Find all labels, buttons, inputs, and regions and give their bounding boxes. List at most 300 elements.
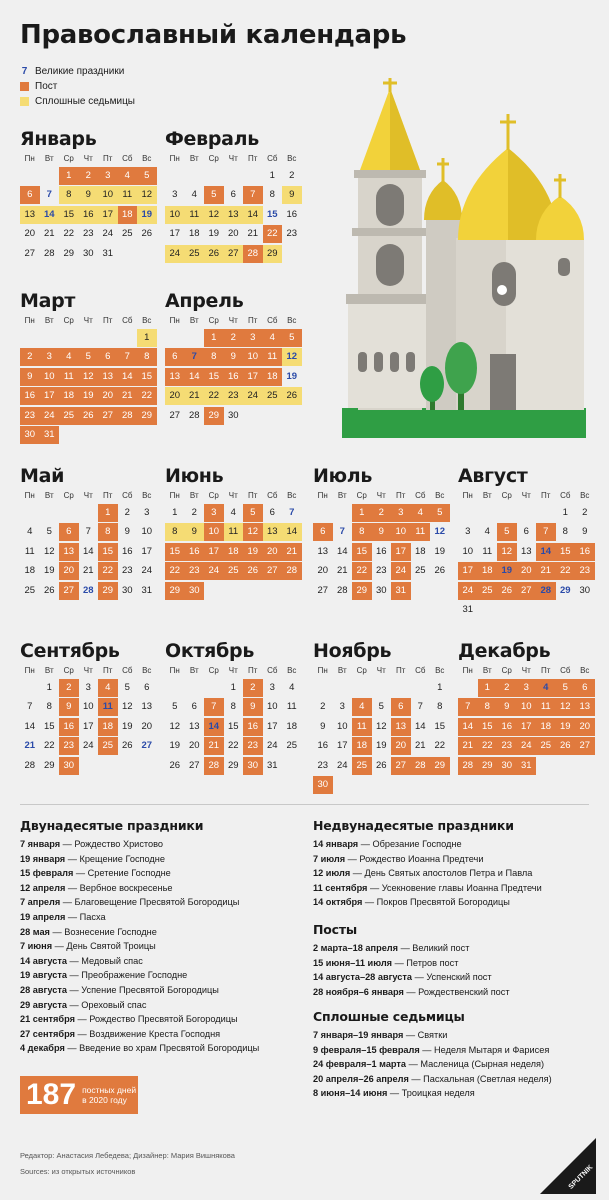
day-cell: 10 <box>243 348 263 366</box>
day-cell: 11 <box>482 545 493 557</box>
day-cell: 18 <box>478 562 498 580</box>
day-cell: 2 <box>497 679 517 697</box>
day-cell: 15 <box>266 208 278 220</box>
day-cell: 20 <box>165 387 185 405</box>
weekday-label: Сб <box>560 666 571 675</box>
day-cell: 28 <box>282 562 302 580</box>
day-cell: 13 <box>141 701 153 713</box>
day-cell: 29 <box>165 582 185 600</box>
day-cell: 20 <box>98 387 118 405</box>
weekday-header <box>165 489 305 503</box>
weekday-label: Сб <box>415 666 426 675</box>
list-item-date: 9 февраля–15 февраля <box>313 1044 420 1055</box>
empty-cell <box>352 678 372 698</box>
weekday-label: Вт <box>189 491 199 500</box>
day-cell: 20 <box>227 228 239 240</box>
list-item-date: 14 августа <box>20 955 67 966</box>
day-cell: 24 <box>141 565 153 577</box>
day-cell: 9 <box>282 186 302 204</box>
day-cell: 5 <box>137 167 157 185</box>
day-cell: 9 <box>224 348 244 366</box>
day-cell: 11 <box>536 698 556 716</box>
list-item-date: 7 июня <box>20 941 53 952</box>
empty-cell <box>185 166 205 186</box>
day-cell: 8 <box>137 348 157 366</box>
empty-cell <box>79 328 99 348</box>
weekday-label: Пн <box>169 316 180 325</box>
month-name: Октябрь <box>165 640 255 662</box>
day-cell: 15 <box>434 720 446 732</box>
day-cell: 2 <box>289 169 295 181</box>
day-cell: 4 <box>411 504 431 522</box>
day-cell: 28 <box>204 757 224 775</box>
day-cell: 23 <box>243 737 263 755</box>
weekday-label: Вс <box>287 316 297 325</box>
day-cell: 30 <box>375 584 387 596</box>
weekday-label: Чт <box>521 666 531 675</box>
day-cell: 24 <box>102 228 114 240</box>
weekday-label: Ср <box>208 491 219 500</box>
day-cell: 22 <box>556 562 576 580</box>
list-item <box>20 954 300 969</box>
month-name: Сентябрь <box>20 640 120 662</box>
weekday-label: Вс <box>287 666 297 675</box>
day-cell: 21 <box>458 737 478 755</box>
day-cell: 6 <box>230 189 236 201</box>
day-cell: 29 <box>559 584 571 596</box>
list-item-date: 15 июня–11 июля <box>313 957 393 968</box>
day-cell: 17 <box>458 562 478 580</box>
day-cell: 14 <box>458 718 478 736</box>
empty-cell <box>333 678 353 698</box>
empty-cell <box>391 678 411 698</box>
day-cell: 13 <box>224 206 244 224</box>
day-cell: 6 <box>98 348 118 366</box>
day-cell: 18 <box>188 228 200 240</box>
empty-cell <box>20 328 40 348</box>
day-cell: 21 <box>282 543 302 561</box>
day-cell: 26 <box>43 584 55 596</box>
day-cell: 1 <box>204 329 224 347</box>
day-cell: 7 <box>27 701 33 713</box>
day-cell: 5 <box>378 701 384 713</box>
day-cell: 25 <box>536 737 556 755</box>
list-item-text: — Обрезание Господне <box>358 839 462 849</box>
day-cell: 8 <box>204 348 224 366</box>
day-cell: 13 <box>520 545 532 557</box>
list-item-text: — День Святой Троицы <box>52 941 156 952</box>
weekday-label: Чт <box>83 666 93 675</box>
day-cell: 7 <box>204 698 224 716</box>
day-cell: 10 <box>98 186 118 204</box>
day-cell: 11 <box>185 206 205 224</box>
day-cell: 27 <box>263 562 283 580</box>
list-item-date: 14 августа–28 августа <box>313 972 413 983</box>
day-cell: 17 <box>391 543 411 561</box>
weekday-label: Вс <box>435 666 445 675</box>
list-item <box>20 910 300 925</box>
list-item-date: 7 апреля <box>20 897 61 908</box>
day-cell: 8 <box>230 701 236 713</box>
day-cell: 31 <box>462 604 474 616</box>
day-cell: 16 <box>243 718 263 736</box>
weekday-label: Пн <box>169 491 180 500</box>
day-cell: 26 <box>121 740 133 752</box>
day-cell: 19 <box>286 370 298 382</box>
day-cell: 25 <box>263 387 283 405</box>
list-item <box>20 983 300 998</box>
list-item-date: 19 августа <box>20 970 67 981</box>
day-cell: 12 <box>121 701 133 713</box>
weekday-label: Сб <box>415 491 426 500</box>
day-cell: 13 <box>575 698 595 716</box>
list-item-text: — Благовещение Пресвятой Богородицы <box>60 897 240 908</box>
day-cell: 11 <box>286 701 297 713</box>
day-cell: 18 <box>352 737 372 755</box>
day-cell: 31 <box>40 426 60 444</box>
day-cell: 27 <box>224 245 244 263</box>
day-cell: 4 <box>289 681 295 693</box>
month-block <box>165 465 305 601</box>
month-name: Июль <box>313 465 373 487</box>
day-cell: 21 <box>43 228 55 240</box>
day-cell: 13 <box>98 368 118 386</box>
month-block <box>458 640 598 776</box>
day-cell: 14 <box>336 545 348 557</box>
legend-fast-label: Пост <box>35 81 58 92</box>
month-block <box>20 128 160 264</box>
day-cell: 21 <box>82 565 94 577</box>
day-cell: 26 <box>556 737 576 755</box>
list-item-text: — Крещение Господне <box>65 853 165 864</box>
day-cell: 29 <box>204 407 224 425</box>
day-cell: 5 <box>282 329 302 347</box>
weekday-label: Вс <box>287 491 297 500</box>
day-cell: 25 <box>478 582 498 600</box>
day-cell: 29 <box>98 582 118 600</box>
day-cell: 6 <box>269 506 275 518</box>
list-item <box>20 998 300 1013</box>
day-cell: 17 <box>141 545 153 557</box>
list-item-text: — Вознесение Господне <box>49 926 157 937</box>
day-cell: 9 <box>185 523 205 541</box>
weekday-label: Ср <box>501 491 512 500</box>
day-cell: 6 <box>191 701 197 713</box>
day-cell: 20 <box>59 562 79 580</box>
list-item-date: 7 января <box>20 839 61 849</box>
weekday-label: Пт <box>541 491 551 500</box>
day-cell: 30 <box>313 776 333 794</box>
day-cell: 3 <box>98 167 118 185</box>
day-cell: 27 <box>98 407 118 425</box>
day-cell: 10 <box>336 720 348 732</box>
list-item-text: — Введение во храм Пресвятой Богородицы <box>64 1043 260 1054</box>
day-cell: 24 <box>165 245 185 263</box>
day-cell: 26 <box>375 759 387 771</box>
day-cell: 29 <box>430 757 450 775</box>
day-cell: 23 <box>59 737 79 755</box>
day-cell: 1 <box>46 681 52 693</box>
day-cell: 15 <box>204 368 224 386</box>
weekday-label: Пн <box>24 666 35 675</box>
day-cell: 2 <box>372 504 392 522</box>
list-item <box>20 881 300 896</box>
day-cell: 19 <box>208 228 220 240</box>
weekday-label: Вс <box>142 154 152 163</box>
weekday-header <box>165 152 305 166</box>
day-cell: 7 <box>243 186 263 204</box>
twelve-holidays-title: Двунадесятые праздники <box>20 818 204 833</box>
day-cell: 6 <box>59 523 79 541</box>
day-cell: 8 <box>437 701 443 713</box>
list-item <box>313 852 603 867</box>
empty-cell <box>185 678 205 698</box>
day-cell: 4 <box>118 167 138 185</box>
day-cell: 3 <box>243 329 263 347</box>
weekday-header <box>20 314 160 328</box>
day-cell: 23 <box>286 228 298 240</box>
day-cell: 15 <box>478 718 498 736</box>
list-item-text: — Великий пост <box>398 943 470 953</box>
day-cell: 7 <box>458 698 478 716</box>
day-cell: 2 <box>243 679 263 697</box>
day-cell: 10 <box>462 545 474 557</box>
day-cell: 10 <box>40 368 60 386</box>
day-cell: 24 <box>40 407 60 425</box>
month-name: Август <box>458 465 528 487</box>
weekday-label: Вт <box>337 666 347 675</box>
list-item-text: — Ореховый спас <box>66 999 147 1010</box>
day-cell: 24 <box>243 387 263 405</box>
day-cell: 28 <box>536 582 556 600</box>
day-cell: 1 <box>137 329 157 347</box>
day-cell: 1 <box>269 169 275 181</box>
day-cell: 5 <box>204 186 224 204</box>
month-block <box>313 465 453 601</box>
month-block <box>20 465 160 601</box>
day-cell: 30 <box>227 409 239 421</box>
day-cell: 15 <box>98 543 118 561</box>
day-cell: 16 <box>59 718 79 736</box>
day-cell: 1 <box>437 681 443 693</box>
weekday-label: Пн <box>462 666 473 675</box>
day-cell: 8 <box>59 186 79 204</box>
day-cell: 27 <box>141 740 153 752</box>
day-cell: 2 <box>191 506 197 518</box>
day-cell: 14 <box>282 523 302 541</box>
day-cell: 16 <box>224 368 244 386</box>
list-item-date: 12 июля <box>313 868 351 879</box>
weekday-label: Пн <box>317 666 328 675</box>
day-cell: 11 <box>411 523 431 541</box>
day-cell: 14 <box>414 720 426 732</box>
list-item <box>20 837 300 852</box>
day-cell: 15 <box>43 720 55 732</box>
weekday-label: Пт <box>103 491 113 500</box>
weekday-label: Вт <box>44 666 54 675</box>
day-cell: 8 <box>562 526 568 538</box>
day-cell: 2 <box>20 348 40 366</box>
weekday-label: Вт <box>44 316 54 325</box>
day-cell: 5 <box>172 701 178 713</box>
day-cell: 20 <box>391 737 411 755</box>
day-cell: 1 <box>59 167 79 185</box>
weekday-label: Пн <box>24 491 35 500</box>
weekday-label: Вт <box>482 491 492 500</box>
day-cell: 25 <box>224 562 244 580</box>
day-cell: 20 <box>24 228 36 240</box>
solid-weeks-section <box>313 1009 603 1101</box>
day-cell: 23 <box>317 759 329 771</box>
day-cell: 20 <box>188 740 200 752</box>
day-cell: 3 <box>517 679 537 697</box>
empty-cell <box>185 328 205 348</box>
day-cell: 12 <box>282 348 302 366</box>
day-cell: 22 <box>352 562 372 580</box>
weekday-label: Сб <box>122 666 133 675</box>
church-illustration <box>340 78 590 440</box>
day-cell: 11 <box>224 523 244 541</box>
day-cell: 28 <box>336 584 348 596</box>
day-cell: 15 <box>165 543 185 561</box>
weekday-header <box>458 489 598 503</box>
day-cell: 27 <box>188 759 200 771</box>
list-item <box>313 866 603 881</box>
day-cell: 22 <box>63 228 75 240</box>
day-cell: 17 <box>40 387 60 405</box>
day-cell: 5 <box>243 504 263 522</box>
day-cell: 25 <box>286 740 298 752</box>
weekday-label: Ср <box>501 666 512 675</box>
day-cell: 19 <box>43 565 55 577</box>
day-cell: 15 <box>556 543 576 561</box>
empty-cell <box>165 328 185 348</box>
weekday-label: Пт <box>248 491 258 500</box>
day-cell: 17 <box>204 543 224 561</box>
day-cell: 13 <box>188 720 200 732</box>
day-cell: 22 <box>478 737 498 755</box>
weekday-label: Вт <box>189 666 199 675</box>
day-cell: 9 <box>497 698 517 716</box>
day-cell: 22 <box>227 740 239 752</box>
list-item <box>20 1041 300 1056</box>
weekday-header <box>313 489 453 503</box>
list-item-date: 29 августа <box>20 999 67 1010</box>
day-cell: 14 <box>24 720 36 732</box>
day-cell: 23 <box>121 565 133 577</box>
day-cell: 16 <box>317 740 329 752</box>
list-item-date: 28 августа <box>20 984 67 995</box>
list-item <box>313 1028 603 1043</box>
day-cell: 29 <box>478 757 498 775</box>
weekday-header <box>165 664 305 678</box>
legend <box>20 64 135 109</box>
empty-cell <box>224 166 244 186</box>
day-cell: 12 <box>204 206 224 224</box>
empty-cell <box>536 503 556 523</box>
legend-holidays-label: Великие праздники <box>35 66 125 77</box>
day-cell: 5 <box>46 526 52 538</box>
day-cell: 6 <box>391 698 411 716</box>
day-cell: 12 <box>243 523 263 541</box>
weekday-label: Пт <box>248 316 258 325</box>
day-cell: 7 <box>185 348 205 366</box>
empty-cell <box>497 503 517 523</box>
list-item-date: 2 марта–18 апреля <box>313 943 399 953</box>
day-cell: 9 <box>372 523 392 541</box>
day-cell: 4 <box>98 679 118 697</box>
list-item-date: 14 января <box>313 839 359 849</box>
weekday-label: Чт <box>83 316 93 325</box>
day-cell: 30 <box>243 757 263 775</box>
day-cell: 24 <box>336 759 348 771</box>
list-item <box>20 852 300 867</box>
day-cell: 28 <box>243 245 263 263</box>
empty-cell <box>204 166 224 186</box>
day-cell: 17 <box>98 206 118 224</box>
day-cell: 11 <box>263 348 283 366</box>
weekday-label: Сб <box>122 154 133 163</box>
empty-cell <box>458 678 478 698</box>
day-cell: 7 <box>118 348 138 366</box>
day-cell: 13 <box>263 523 283 541</box>
list-item <box>313 956 603 971</box>
weekday-label: Сб <box>122 316 133 325</box>
day-cell: 21 <box>185 387 205 405</box>
list-item-text: — Рождество Иоанна Предтечи <box>345 853 484 864</box>
day-cell: 3 <box>204 504 224 522</box>
list-item-text: — Покров Пресвятой Богородицы <box>362 897 510 908</box>
weekday-label: Чт <box>228 316 238 325</box>
weekday-label: Вс <box>142 491 152 500</box>
day-cell: 18 <box>98 718 118 736</box>
twelve-holidays-section <box>20 818 300 1056</box>
weekday-label: Сб <box>267 666 278 675</box>
list-item <box>313 1086 603 1101</box>
weekday-label: Сб <box>267 316 278 325</box>
list-item-text: — Успение Пресвятой Богородицы <box>66 984 219 995</box>
weekday-label: Вт <box>337 491 347 500</box>
empty-cell <box>313 678 333 698</box>
day-cell: 18 <box>118 206 138 224</box>
list-item <box>20 866 300 881</box>
day-cell: 28 <box>411 757 431 775</box>
day-cell: 14 <box>118 368 138 386</box>
weekday-label: Пн <box>24 154 35 163</box>
day-cell: 18 <box>263 368 283 386</box>
day-cell: 23 <box>575 562 595 580</box>
day-cell: 8 <box>165 523 185 541</box>
weekday-label: Пт <box>103 154 113 163</box>
day-cell: 31 <box>102 247 114 259</box>
day-cell: 22 <box>434 740 446 752</box>
day-cell: 30 <box>185 582 205 600</box>
weekday-label: Пн <box>169 666 180 675</box>
day-cell: 15 <box>137 368 157 386</box>
month-block <box>165 290 305 426</box>
day-cell: 27 <box>391 757 411 775</box>
empty-cell <box>165 166 185 186</box>
empty-cell <box>165 678 185 698</box>
day-cell: 10 <box>391 523 411 541</box>
day-cell: 12 <box>137 186 157 204</box>
month-block <box>458 465 598 620</box>
day-cell: 1 <box>352 504 372 522</box>
day-cell: 9 <box>582 526 588 538</box>
day-cell: 20 <box>517 562 537 580</box>
weekday-label: Чт <box>521 491 531 500</box>
credits <box>20 1148 235 1180</box>
